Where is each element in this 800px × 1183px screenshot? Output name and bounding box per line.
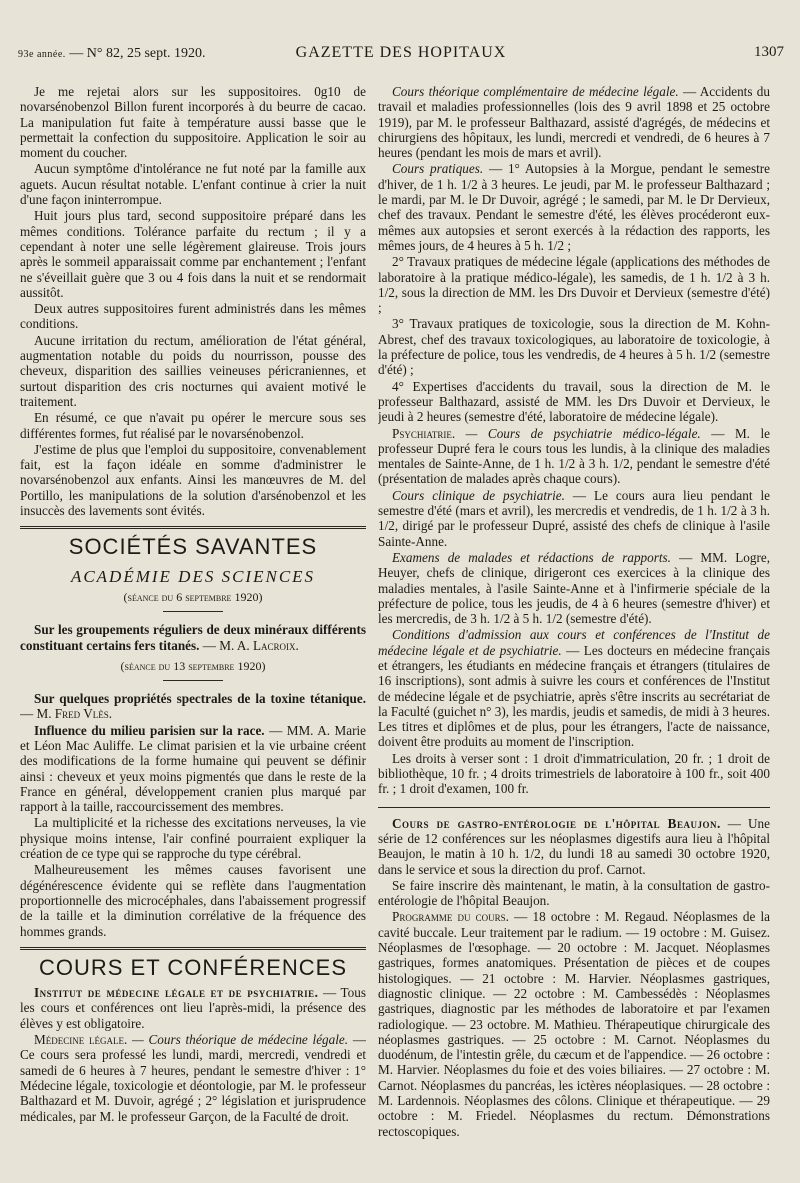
- academie-item: [20, 723, 366, 815]
- section-title-societes: SOCIÉTÉS SAVANTES: [68, 534, 318, 560]
- course-text: — M. le professeur Dupré fera le cours tous les lundis, à la clinique des maladies mentales de Sainte-Anne, de 1 h. 1/2 à 3 h. 1/2, pendant le semestre d'été (présentation de malades après chaque cours).: [378, 425, 770, 487]
- course-italic: — Cours de psychiatrie médico-légale.: [465, 425, 701, 441]
- paragraph: Aucune irritation du rectum, amélioration de l'état général, augmentation notable du poids du nourrisson, pousse des cheveux, disparition des saillies veineuses péricraniennes, et surtout disparition des cris nocturnes qui avaient motivé le traitement.: [20, 332, 366, 409]
- item-title: Sur quelques propriétés spectrales de la toxine tétanique.: [34, 691, 366, 707]
- course-text: — Ce cours sera professé les lundi, mardi, mercredi, vendredi et samedi de 6 heures à 7 heures, pendant le semestre d'hiver : 1° Médecine légale, toxicologie et déontologie, par M. le professeur Balthazard et M. Duvoir, agrégé ; 2° législation et jurisprudence médicales, par M. le professeur Garçon, de la Faculté de droit.: [20, 1032, 366, 1124]
- item-title: Sur les groupements réguliers de deux minéraux différents constituant certains fers titanés.: [20, 622, 366, 653]
- course-paragraph: [378, 550, 770, 626]
- paragraph: Malheureusement les mêmes causes favorisent une dégénérescence évidente qui se reflète dans l'augmentation proportionnelle des microcéphales, dans l'abaissement progressif de la taille et la diminution corrélative de la fréquence des hommes grands.: [20, 862, 366, 939]
- section-title-cours: COURS ET CONFÉRENCES: [38, 954, 348, 980]
- paragraph: La multiplicité et la richesse des excitations nerveuses, la vie physique moins intense, l'air confiné pourraient expliquer la création de ce type qui se rapproche du type cérébral.: [20, 815, 366, 862]
- session-date: (séance du 6 septembre 1920): [123, 589, 263, 604]
- course-text: — Tous les cours et conférences ont lieu l'après-midi, la présence des élèves y est obligatoire.: [20, 985, 366, 1031]
- item-title: Influence du milieu parisien sur la race.: [34, 722, 265, 738]
- paragraph: Les droits à verser sont : 1 droit d'immatriculation, 20 fr. ; 1 droit de bibliothèque, 10 fr. ; 4 droits trimestriels de laboratoire à 100 fr., soit 400 fr. ; 1 droit d'examen, 100 fr.: [378, 750, 770, 797]
- page-number: 1307: [754, 44, 784, 60]
- course-paragraph: [378, 488, 770, 549]
- course-paragraph: [378, 161, 770, 253]
- course-heading: Programme du cours.: [392, 909, 509, 925]
- issue-year: 93e année.: [18, 49, 66, 60]
- left-column: [20, 84, 366, 1169]
- item-text: — MM. A. Marie et Léon Mac Auliffe. Le climat parisien et la vie urbaine créent des modifications de la forme humaine qui peuvent se définir ainsi : cheveux et yeux moins pigmentés que dans le reste de la France en général, développement cranien plus marqué par rapport à la taille, raccourcissement des membres.: [20, 722, 366, 815]
- right-column: [378, 84, 770, 1169]
- course-italic: Conditions d'admission aux cours et conférences de l'Institut de médecine légale et de psychiatrie.: [378, 627, 770, 658]
- session-date: (séance du 13 septembre 1920): [120, 658, 266, 673]
- course-text: — 1° Autopsies à la Morgue, pendant le semestre d'hiver, de 1 h. 1/2 à 3 heures. Le jeudi, par M. le professeur Balthazard ; le mardi, par M. le Dr Duvoir, agrégé ; le samedi, par M. le Dr Dervieux, chef des travaux. Pendant le semestre d'été, les élèves procéderont eux-mêmes aux autopsies et seront exercés à la rédaction des rapports, les mêmes jours, de 4 heures à 5 h. 1/2 ;: [378, 161, 770, 253]
- paragraph: 4° Expertises d'accidents du travail, sous la direction de M. le professeur Balthazard, assisté de MM. les Drs Duvoir et Dervieux, le jeudi à 2 heures (semestre d'été, laboratoire de médecine légale).: [378, 378, 770, 425]
- paragraph: Deux autres suppositoires furent administrés dans les mêmes conditions.: [20, 301, 366, 332]
- academie-item: [20, 691, 366, 722]
- course-text: — Une série de 12 conférences sur les néoplasmes digestifs aura lieu à l'hôpital Beaujon, le matin à 10 h. 1/2, du lundi 18 au samedi 30 octobre 1920, dans le service et sous la direction du prof. Carnot.: [378, 815, 770, 877]
- course-paragraph: [378, 909, 770, 1138]
- issue-number-date: — N° 82, 25 sept. 1920.: [69, 46, 206, 61]
- course-heading: Cours de gastro-entérologie de l'hôpital Beaujon.: [392, 815, 721, 831]
- item-author: — M. A. Lacroix.: [202, 637, 299, 653]
- academie-title: ACADÉMIE DES SCIENCES: [70, 566, 316, 586]
- course-italic: Cours pratiques.: [392, 161, 484, 177]
- journal-title: GAZETTE DES HOPITAUX: [295, 44, 507, 61]
- item-author: — M. Fred Vlès.: [20, 706, 113, 722]
- course-paragraph: [378, 84, 770, 160]
- page-header: [18, 44, 784, 70]
- course-heading: Institut de médecine légale et de psychiatrie.: [34, 985, 319, 1001]
- course-heading: Médecine légale.: [34, 1032, 128, 1048]
- paragraph: En résumé, ce que n'avait pu opérer le mercure sous ses différentes formes, fut réalisé par le novarsénobenzol.: [20, 410, 366, 441]
- paragraph: Aucun symptôme d'intolérance ne fut noté par la famille aux aguets. Aucun résultat notable. L'enfant continue à crier la nuit d'une façon ininterrompue.: [20, 161, 366, 208]
- section-divider: [378, 807, 770, 808]
- course-italic: — Cours théorique de médecine légale.: [132, 1032, 349, 1048]
- course-paragraph: [20, 1032, 366, 1124]
- paragraph: Se faire inscrire dès maintenant, le matin, à la consultation de gastro-entérologie de l'hôpital Beaujon.: [378, 877, 770, 909]
- course-italic: Examens de malades et rédactions de rapports.: [392, 549, 671, 565]
- paragraph: Huit jours plus tard, second suppositoire préparé dans les mêmes conditions. Tolérance parfaite du rectum ; il y a cependant à noter une selle légèrement glaireuse. Trois jours après le sommeil apparaissait comme par enchantement ; l'enfant ne s'éveillait guère que 3 ou 4 fois dans la nuit et se rendormait aussitôt.: [20, 208, 366, 300]
- course-italic: Cours théorique complémentaire de médecine légale.: [392, 84, 679, 99]
- course-text: — Le cours aura lieu pendant le semestre d'été (mars et avril), les mercredis et vendredis, de 1 h. 1/2 à 3 h. 1/2, dirigé par le professeur Dupré, assisté des chefs de clinique à l'asile Sainte-Anne.: [378, 487, 770, 549]
- short-divider: [163, 680, 223, 681]
- paragraph: Je me rejetai alors sur les suppositoires. 0g10 de novarsénobenzol Billon furent incorporés à du beurre de cacao. La manipulation fut faite à température aussi basse que le permettait la confection du suppositoire. Application le soir au moment du coucher.: [20, 84, 366, 161]
- course-italic: Cours clinique de psychiatrie.: [392, 487, 565, 503]
- paragraph: J'estime de plus que l'emploi du suppositoire, convenablement fait, est la façon idéale en somme d'administrer le novarsénobenzol aux enfants. Ainsi les manœuvres de M. del Portillo, les manipulations de la solution d'arsénobenzol et les insuccès des lavements sont évités.: [20, 441, 366, 519]
- section-divider: [20, 526, 366, 529]
- short-divider: [163, 611, 223, 612]
- paragraph: 3° Travaux pratiques de toxicologie, sous la direction de M. Kohn-Abrest, chef des travaux toxicologiques, au laboratoire de toxicologie, à la préfecture de police, tous les vendredis, de 4 heures à 5 h. 1/2 (semestre d'été) ;: [378, 316, 770, 378]
- course-text: — MM. Logre, Heuyer, chefs de clinique, dirigeront ces exercices à la clinique des maladies mentales, à l'asile Sainte-Anne et à l'infirmerie spéciale de la préfecture de police, tous les jeudis, de 4 à 6 heures (semestre d'hiver) et les mercredis, de 3 h. 1/2 à 5 h. 1/2 (semestre d'été).: [378, 549, 770, 627]
- course-text: — Accidents du travail et maladies professionnelles (lois des 9 avril 1898 et 25 octobre 1919), par M. le professeur Balthazard, assisté d'agrégés, de médecins et chirurgiens des hôpitaux, les lundi, mercredi et vendredi, de 6 heures à 7 heures (pendant les mois de mars et avril).: [378, 84, 770, 161]
- section-divider: [20, 947, 366, 950]
- paragraph: 2° Travaux pratiques de médecine légale (applications des méthodes de laboratoire à la pratique médico-légale), les samedis, de 1 h. 1/2 à 3 h. 1/2, sous la direction de MM. les Drs Duvoir et Dervieux (semestre d'été) ;: [378, 254, 770, 316]
- course-heading: Psychiatrie.: [392, 425, 456, 441]
- course-text: — 18 octobre : M. Regaud. Néoplasmes de la cavité buccale. Leur traitement par le radium. — 19 octobre : M. Guisez. Néoplasmes de l'œsophage. — 20 octobre : M. Jacquet. Néoplasmes gastriques, formes anatomiques. Présentation de pièces et de coupes histologiques. — 21 octobre : M. Harvier. Néoplasmes gastriques, diagnostic clinique. — 22 octobre : M. Cambessédès : Néoplasmes gastriques, diagnostic par les méthodes de laboratoire et par l'examen radiologique. — 23 octobre. M. Mathieu. Thérapeutique chirurgicale des néoplasmes gastriques. — 25 octobre : M. Carnot. Néoplasmes du duodénum, de l'intestin grêle, du cæcum et de l'appendice. — 26 octobre : M. Harvier. Néoplasmes du foie et des voies biliaires. — 27 octobre : M. Carnot. Néoplasmes du pancréas, les ictères néoplasiques. — 28 octobre : M. Lardennois. Néoplasmes des côlons. Clinique et thérapeutique. — 29 octobre : M. Friedel. Néoplasmes du rectum. Démonstrations rectoscopiques.: [378, 909, 770, 1139]
- academie-item: [20, 622, 366, 653]
- course-text: — Les docteurs en médecine français et étrangers, les étudiants en médecine français et étrangers (titulaires de 16 inscriptions), sont admis à suivre les cours et conférences de l'Institut de médecine légale et de psychiatrie, après s'être inscrits au secrétariat de la Faculté (guichet n° 3), les mardis, jeudis et samedis, de midi à 3 heures. Les titres et diplômes et de plus, pour les étrangers, l'acte de naissance, doivent être produits au moment de l'inscription.: [378, 642, 770, 750]
- course-paragraph: [378, 627, 770, 749]
- course-paragraph: [378, 426, 770, 487]
- course-paragraph: [20, 985, 366, 1031]
- course-paragraph: [378, 816, 770, 877]
